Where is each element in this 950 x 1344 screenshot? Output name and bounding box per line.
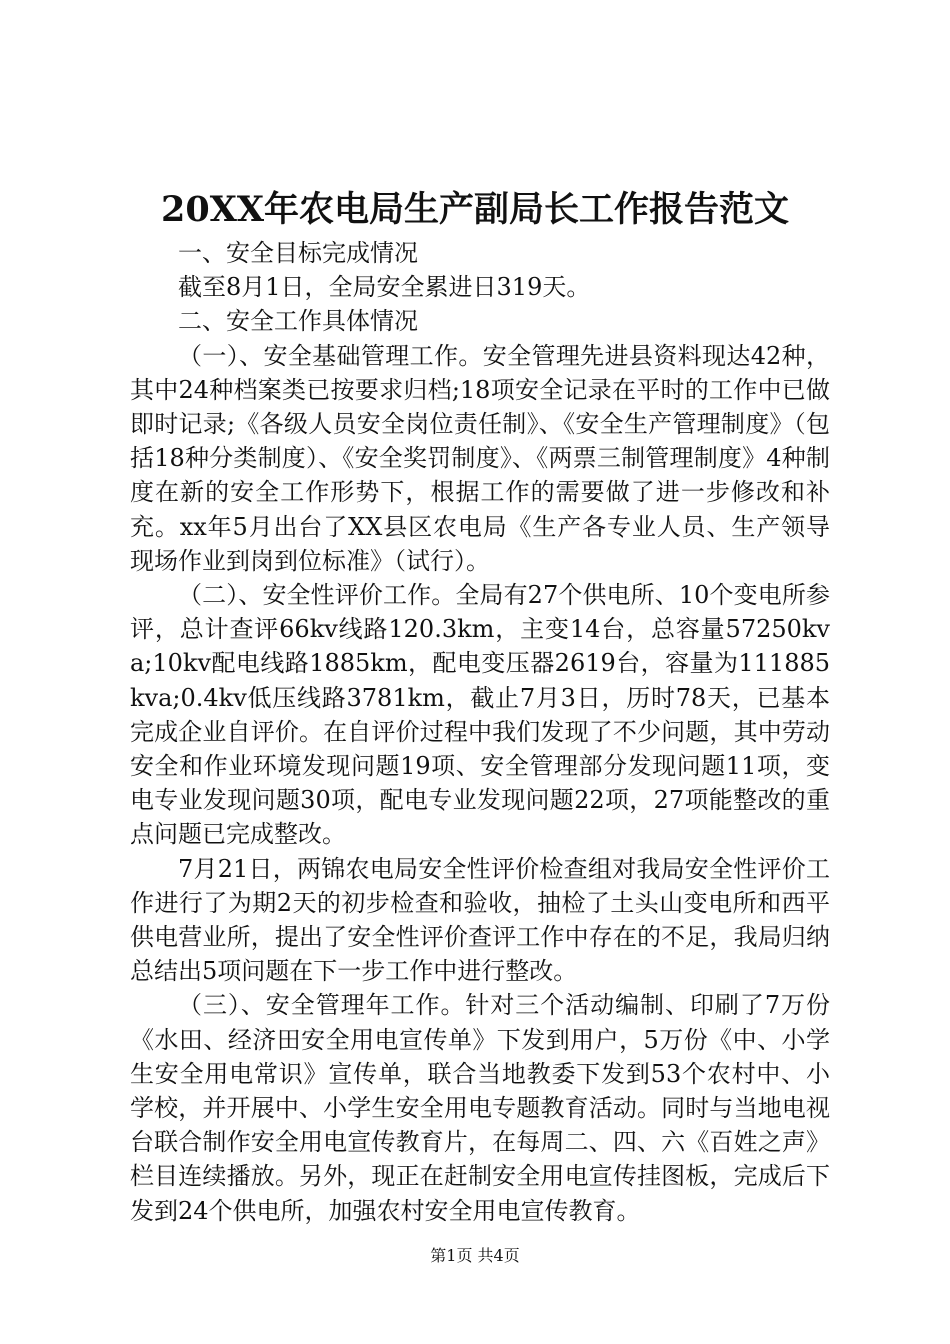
heading-safety-goals: 一、安全目标完成情况 — [178, 239, 418, 267]
paragraph-inspection: 7月21日，两锦农电局安全性评价检查组对我局安全性评价工作进行了为期2天的初步检查和验收，抽检了土头山变电所和西平供电营业所，提出了安全性评价查评工作中存在的不足，我局归纳总结出5项问题在下一步工作中进行整改。 — [130, 854, 830, 986]
paragraph-safety-evaluation: （二）、安全性评价工作。全局有27个供电所、10个变电所参评，总计查评66kv线路120.3km，主变14台，总容量57250kva;10kv配电线路1885km，配电变压器2619台，容量为111885kva;0.4kv低压线路3781km，截止7月3日，历时78天，已基本完成企业自评价。在自评价过程中我们发现了不少问题，其中劳动安全和作业环境发现问题19项、安全管理部分发现问题11项，变电专业发现问题30项，配电专业发现问题22项，27项能整改的重点问题已完成整改。 — [130, 581, 830, 849]
document-title: 20XX年农电局生产副局长工作报告范文 — [160, 189, 790, 230]
paragraph-safety-days: 截至8月1日，全局安全累进日319天。 — [178, 273, 591, 302]
page-number: 第1页 共4页 — [430, 1246, 520, 1265]
heading-safety-details: 二、安全工作具体情况 — [178, 307, 418, 336]
paragraph-management-year: （三）、安全管理年工作。针对三个活动编制、印刷了7万份《水田、经济田安全用电宣传单》下发到用户，5万份《中、小学生安全用电常识》宣传单，联合当地教委下发到53个农村中、小学校，并开展中、小学生安全用电专题教育活动。同时与当地电视台联合制作安全用电宣传教育片，在每周二、四、六《百姓之声》栏目连续播放。另外，现正在赶制安全用电宣传挂图板，完成后下发到24个供电所，加强农村安全用电宣传教育。 — [130, 991, 830, 1225]
document-body — [130, 236, 830, 1228]
paragraph-basic-management: （一）、安全基础管理工作。安全管理先进县资料现达42种，其中24种档案类已按要求归档;18项安全记录在平时的工作中已做即时记录;《各级人员安全岗位责任制》、《安全生产管理制度》（包括18种分类制度）、《安全奖罚制度》、《两票三制管理制度》4种制度在新的安全工作形势下，根据工作的需要做了进一步修改和补充。xx年5月出台了XX县区农电局《生产各专业人员、生产领导现场作业到岗到位标准》（试行）。 — [130, 341, 830, 575]
